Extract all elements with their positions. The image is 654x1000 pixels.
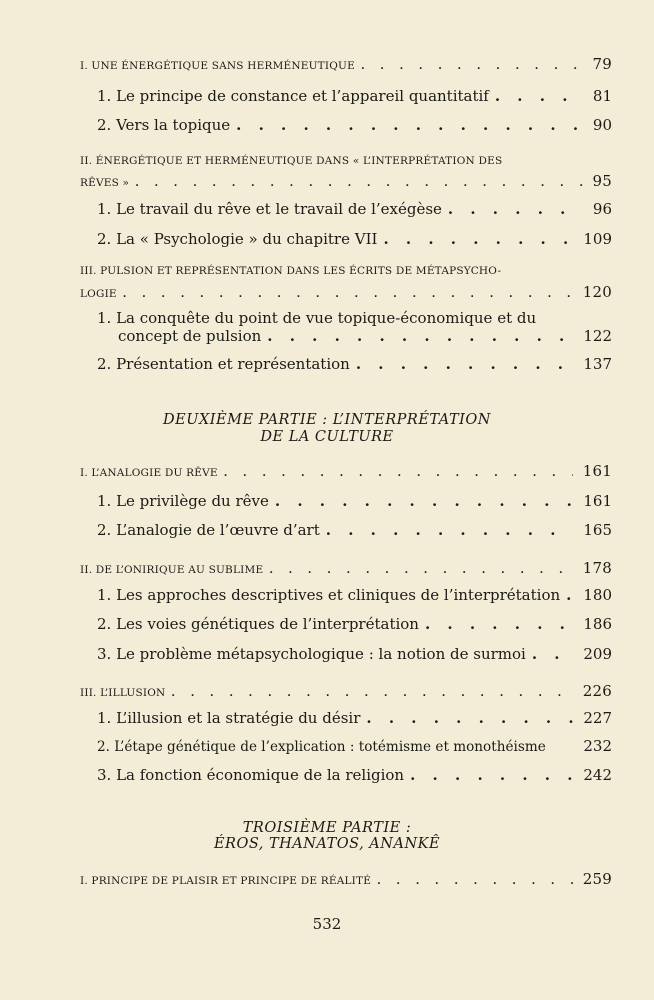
toc-section-heading-line1: III. PULSION ET REPRÉSENTATION DANS LES ÉCRITS DE MÉTAPSYCHO- [80,265,502,277]
toc-page-number: 186 [583,615,612,633]
toc-subsection [0,586,654,604]
toc-page-number: 226 [582,682,612,700]
leader-dots [123,288,573,300]
toc-label: 1. Le privilège du rêve [97,492,269,510]
leader-dots [361,60,583,72]
toc-label: 2. L’analogie de l’œuvre d’art [97,521,320,539]
toc-page-number: 122 [583,327,612,345]
toc-label: 1. Le principe de constance et l’appareil quantitatif [97,87,489,105]
toc-page-number: 95 [592,172,612,190]
toc-page-number: 161 [583,492,612,510]
leader-dots [425,615,573,633]
toc-subsection [0,230,654,248]
toc-subsection [0,492,654,510]
toc-page-number: 178 [582,559,612,577]
leader-dots [566,586,573,604]
toc-subsection [0,521,654,539]
toc-label: 3. Le problème métapsychologique : la notion de surmoi [97,645,526,663]
toc-label: concept de pulsion [118,327,262,345]
toc-section-heading [0,283,654,301]
toc-page-number: 259 [582,870,612,888]
leader-dots [135,177,582,189]
toc-page-number: 180 [583,586,612,604]
toc-subsection [0,737,654,755]
toc-label: I. L’ANALOGIE DU RÊVE [80,467,218,479]
toc-label: RÊVES » [80,177,130,189]
toc-page-number: 81 [592,87,612,105]
toc-page-number: 109 [583,230,612,248]
leader-dots [236,116,583,134]
leader-dots [267,327,573,345]
toc-label: I. PRINCIPE DE PLAISIR ET PRINCIPE DE RÉALITÉ [80,875,372,887]
toc-subsection [0,87,654,105]
toc-label: II. DE L’ONIRIQUE AU SUBLIME [80,564,264,576]
toc-page-number: 90 [592,116,612,134]
toc-section-heading [0,172,654,190]
leader-dots [269,564,572,576]
toc-section-heading [0,55,654,73]
leader-dots [448,200,583,218]
leader-dots [224,467,573,479]
toc-page-number: 137 [583,355,612,373]
part-heading-line1: DEUXIÈME PARTIE : L’INTERPRÉTATION [163,412,491,428]
part-heading-line1: TROISIÈME PARTIE : [242,820,412,836]
toc-label: 1. L’illusion et la stratégie du désir [97,709,361,727]
toc-subsection [0,327,654,345]
toc-label: 1. Le travail du rêve et le travail de l’exégèse [97,200,442,218]
toc-label: 2. La « Psychologie » du chapitre VII [97,230,378,248]
toc-page-number: 79 [592,55,612,73]
leader-dots [532,645,574,663]
toc-section-heading [0,682,654,700]
toc-page-number: 120 [582,283,612,301]
toc-section-heading [0,870,654,888]
toc-label: 1. Les approches descriptives et cliniques de l’interprétation [97,586,561,604]
toc-page-number: 96 [592,200,612,218]
toc-section-heading [0,462,654,480]
part-heading-line2: ÉROS, THANATOS, ANANKÊ [213,836,441,852]
toc-label: 2. Présentation et représentation [97,355,350,373]
toc-subsection [0,709,654,727]
leader-dots [495,87,583,105]
toc-subsection-line1: 1. La conquête du point de vue topique-économique et du [97,309,537,327]
leader-dots [356,355,574,373]
leader-dots [377,875,573,887]
toc-section-heading [0,559,654,577]
page-folio-number: 532 [312,915,342,933]
leader-dots [410,766,573,784]
toc-subsection [0,766,654,784]
toc-label: I. UNE ÉNERGÉTIQUE SANS HERMÉNEUTIQUE [80,60,355,72]
leader-dots [383,230,573,248]
toc-label: 2. L’étape génétique de l’explication : totémisme et monothéisme [97,739,546,755]
toc-subsection [0,645,654,663]
leader-dots [326,521,574,539]
toc-label: III. L’ILLUSION [80,687,166,699]
toc-page-number: 165 [583,521,612,539]
leader-dots [275,492,573,510]
toc-subsection [0,615,654,633]
part-heading-line2: DE LA CULTURE [260,429,394,445]
toc-page-number: 209 [583,645,612,663]
toc-page-number: 227 [583,709,612,727]
leader-dots [171,687,572,699]
toc-subsection [0,355,654,373]
toc-page-number: 232 [583,737,612,755]
leader-dots [366,709,573,727]
toc-label: 3. La fonction économique de la religion [97,766,405,784]
toc-subsection [0,116,654,134]
toc-page-number: 242 [583,766,612,784]
toc-label: LOGIE [80,288,117,300]
toc-subsection [0,200,654,218]
toc-section-heading-line1: II. ÉNERGÉTIQUE ET HERMÉNEUTIQUE DANS « L’INTERPRÉTATION DES [80,155,503,167]
toc-label: 2. Les voies génétiques de l’interprétation [97,615,419,633]
toc-page-number: 161 [582,462,612,480]
toc-label: 2. Vers la topique [97,116,231,134]
